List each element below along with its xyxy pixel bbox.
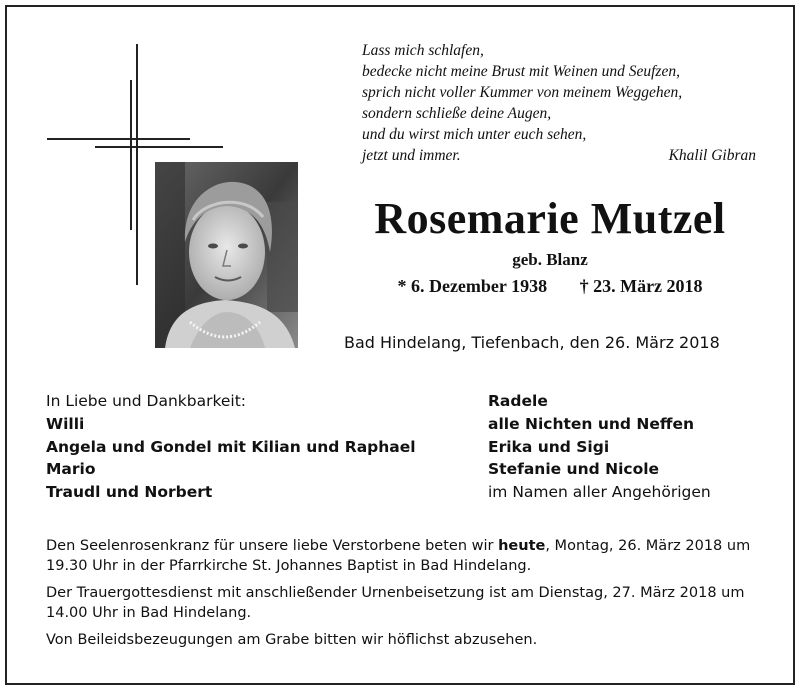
cross-vertical-line-secondary — [130, 80, 132, 230]
condolence-note: Von Beileidsbezeugungen am Grabe bitten wir höflichst abzusehen. — [46, 632, 538, 648]
mourner-name: Willi — [46, 414, 85, 433]
mourner-name: Erika und Sigi — [488, 437, 610, 456]
mourners-left — [46, 390, 416, 504]
poem-author: Khalil Gibran — [668, 147, 756, 164]
poem — [362, 40, 756, 166]
mourner-name: Radele — [488, 392, 548, 410]
announcements — [46, 536, 756, 657]
portrait-image — [155, 162, 298, 348]
cross-horizontal-line — [47, 138, 190, 140]
rosary-announcement — [46, 536, 756, 576]
portrait-photo — [155, 162, 298, 348]
funeral-announcement: Der Trauergottesdienst mit anschließender Urnenbeisetzung ist am Dienstag, 27. März 2018 um 14.00 Uhr in Bad Hindelang. — [46, 585, 745, 621]
mourners-intro: In Liebe und Dankbarkeit: — [46, 392, 247, 410]
mourner-name: Traudl und Norbert — [46, 483, 213, 502]
deceased-name: Rosemarie Mutzel — [374, 194, 726, 243]
death-date: † 23. März 2018 — [579, 276, 703, 296]
rosary-today: heute — [498, 538, 546, 554]
poem-line: bedecke nicht meine Brust mit Weinen und Seufzen, — [362, 63, 680, 80]
rosary-text-start: Den Seelenrosenkranz für unsere liebe Verstorbene beten wir — [46, 538, 499, 554]
mourner-name: Stefanie und Nicole — [488, 460, 660, 479]
poem-line: sprich nicht voller Kummer von meinem Weggehen, — [362, 84, 683, 101]
poem-line: Lass mich schlafen, — [362, 42, 484, 59]
mourners-closing: im Namen aller Angehörigen — [488, 483, 711, 502]
poem-line: sondern schließe deine Augen, — [362, 105, 552, 122]
poem-last-line — [362, 145, 756, 166]
mourners-right — [488, 390, 711, 504]
rosary-text-end: , Montag, 26. März 2018 um 19.30 Uhr in der Pfarrkirche St. Johannes Baptist in Bad Hindelang. — [46, 538, 751, 574]
birth-date: * 6. Dezember 1938 — [397, 276, 548, 296]
mourner-name: Angela und Gondel mit Kilian und Raphael — [46, 437, 416, 456]
birth-name: geb. Blanz — [512, 250, 588, 269]
cross-vertical-line — [136, 44, 138, 285]
mourner-name: Mario — [46, 460, 96, 479]
mourner-name: alle Nichten und Neffen — [488, 414, 695, 433]
place-and-date: Bad Hindelang, Tiefenbach, den 26. März 2018 — [344, 333, 720, 352]
poem-line: jetzt und immer. — [362, 147, 461, 164]
cross-horizontal-line-secondary — [95, 146, 223, 148]
life-dates — [340, 276, 760, 297]
poem-line: und du wirst mich unter euch sehen, — [362, 126, 587, 143]
